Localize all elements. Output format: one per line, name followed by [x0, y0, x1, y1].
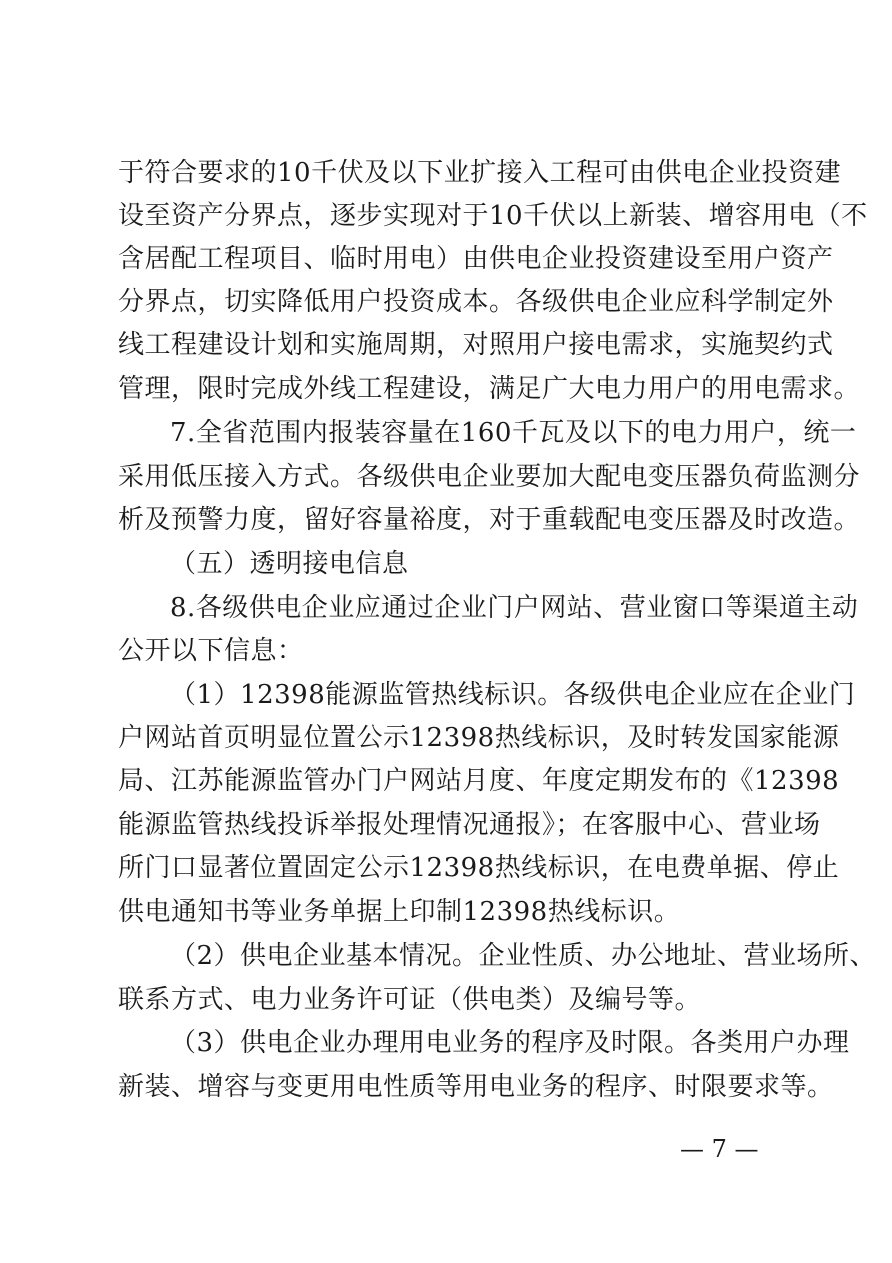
body-text-line: 所门口显著位置固定公示12398热线标识，在电费单据、停止: [118, 853, 840, 883]
page-number: — 7 —: [680, 1135, 759, 1163]
body-text-line: 分界点，切实降低用户投资成本。各级供电企业应科学制定外: [118, 287, 834, 317]
paragraph-7-start: 7.全省范围内报装容量在160千瓦及以下的电力用户，统一: [170, 418, 857, 448]
body-text-line: 管理，限时完成外线工程建设，满足广大电力用户的用电需求。: [118, 374, 861, 404]
body-text-line: 含居配工程项目、临时用电）由供电企业投资建设至用户资产: [118, 244, 834, 274]
item-3-start: （3）供电企业办理用电业务的程序及时限。各类用户办理: [170, 1028, 850, 1058]
section-heading: （五）透明接电信息: [170, 549, 409, 579]
body-text-line: 公开以下信息：: [118, 636, 304, 666]
item-2-start: （2）供电企业基本情况。企业性质、办公地址、营业场所、: [170, 941, 877, 971]
body-text-line: 析及预警力度，留好容量裕度，对于重载配电变压器及时改造。: [118, 505, 861, 535]
paragraph-8-start: 8.各级供电企业应通过企业门户网站、营业窗口等渠道主动: [170, 593, 859, 623]
body-text-line: 能源监管热线投诉举报处理情况通报》；在客服中心、营业场: [118, 810, 821, 840]
body-text-line: 联系方式、电力业务许可证（供电类）及编号等。: [118, 985, 702, 1015]
body-text-line: 供电通知书等业务单据上印制12398热线标识。: [118, 897, 681, 927]
body-text-line: 局、江苏能源监管办门户网站月度、年度定期发布的《12398: [118, 766, 840, 796]
item-1-start: （1）12398能源监管热线标识。各级供电企业应在企业门: [170, 680, 856, 710]
body-text-line: 户网站首页明显位置公示12398热线标识，及时转发国家能源: [118, 723, 840, 753]
body-text-line: 新装、增容与变更用电性质等用电业务的程序、时限要求等。: [118, 1072, 834, 1102]
body-text-line: 设至资产分界点，逐步实现对于10千伏以上新装、增容用电（不: [118, 201, 868, 231]
body-text-line: 于符合要求的10千伏及以下业扩接入工程可由供电企业投资建: [118, 158, 842, 188]
body-text-line: 线工程建设计划和实施周期，对照用户接电需求，实施契约式: [118, 330, 834, 360]
body-text-line: 采用低压接入方式。各级供电企业要加大配电变压器负荷监测分: [118, 462, 861, 492]
